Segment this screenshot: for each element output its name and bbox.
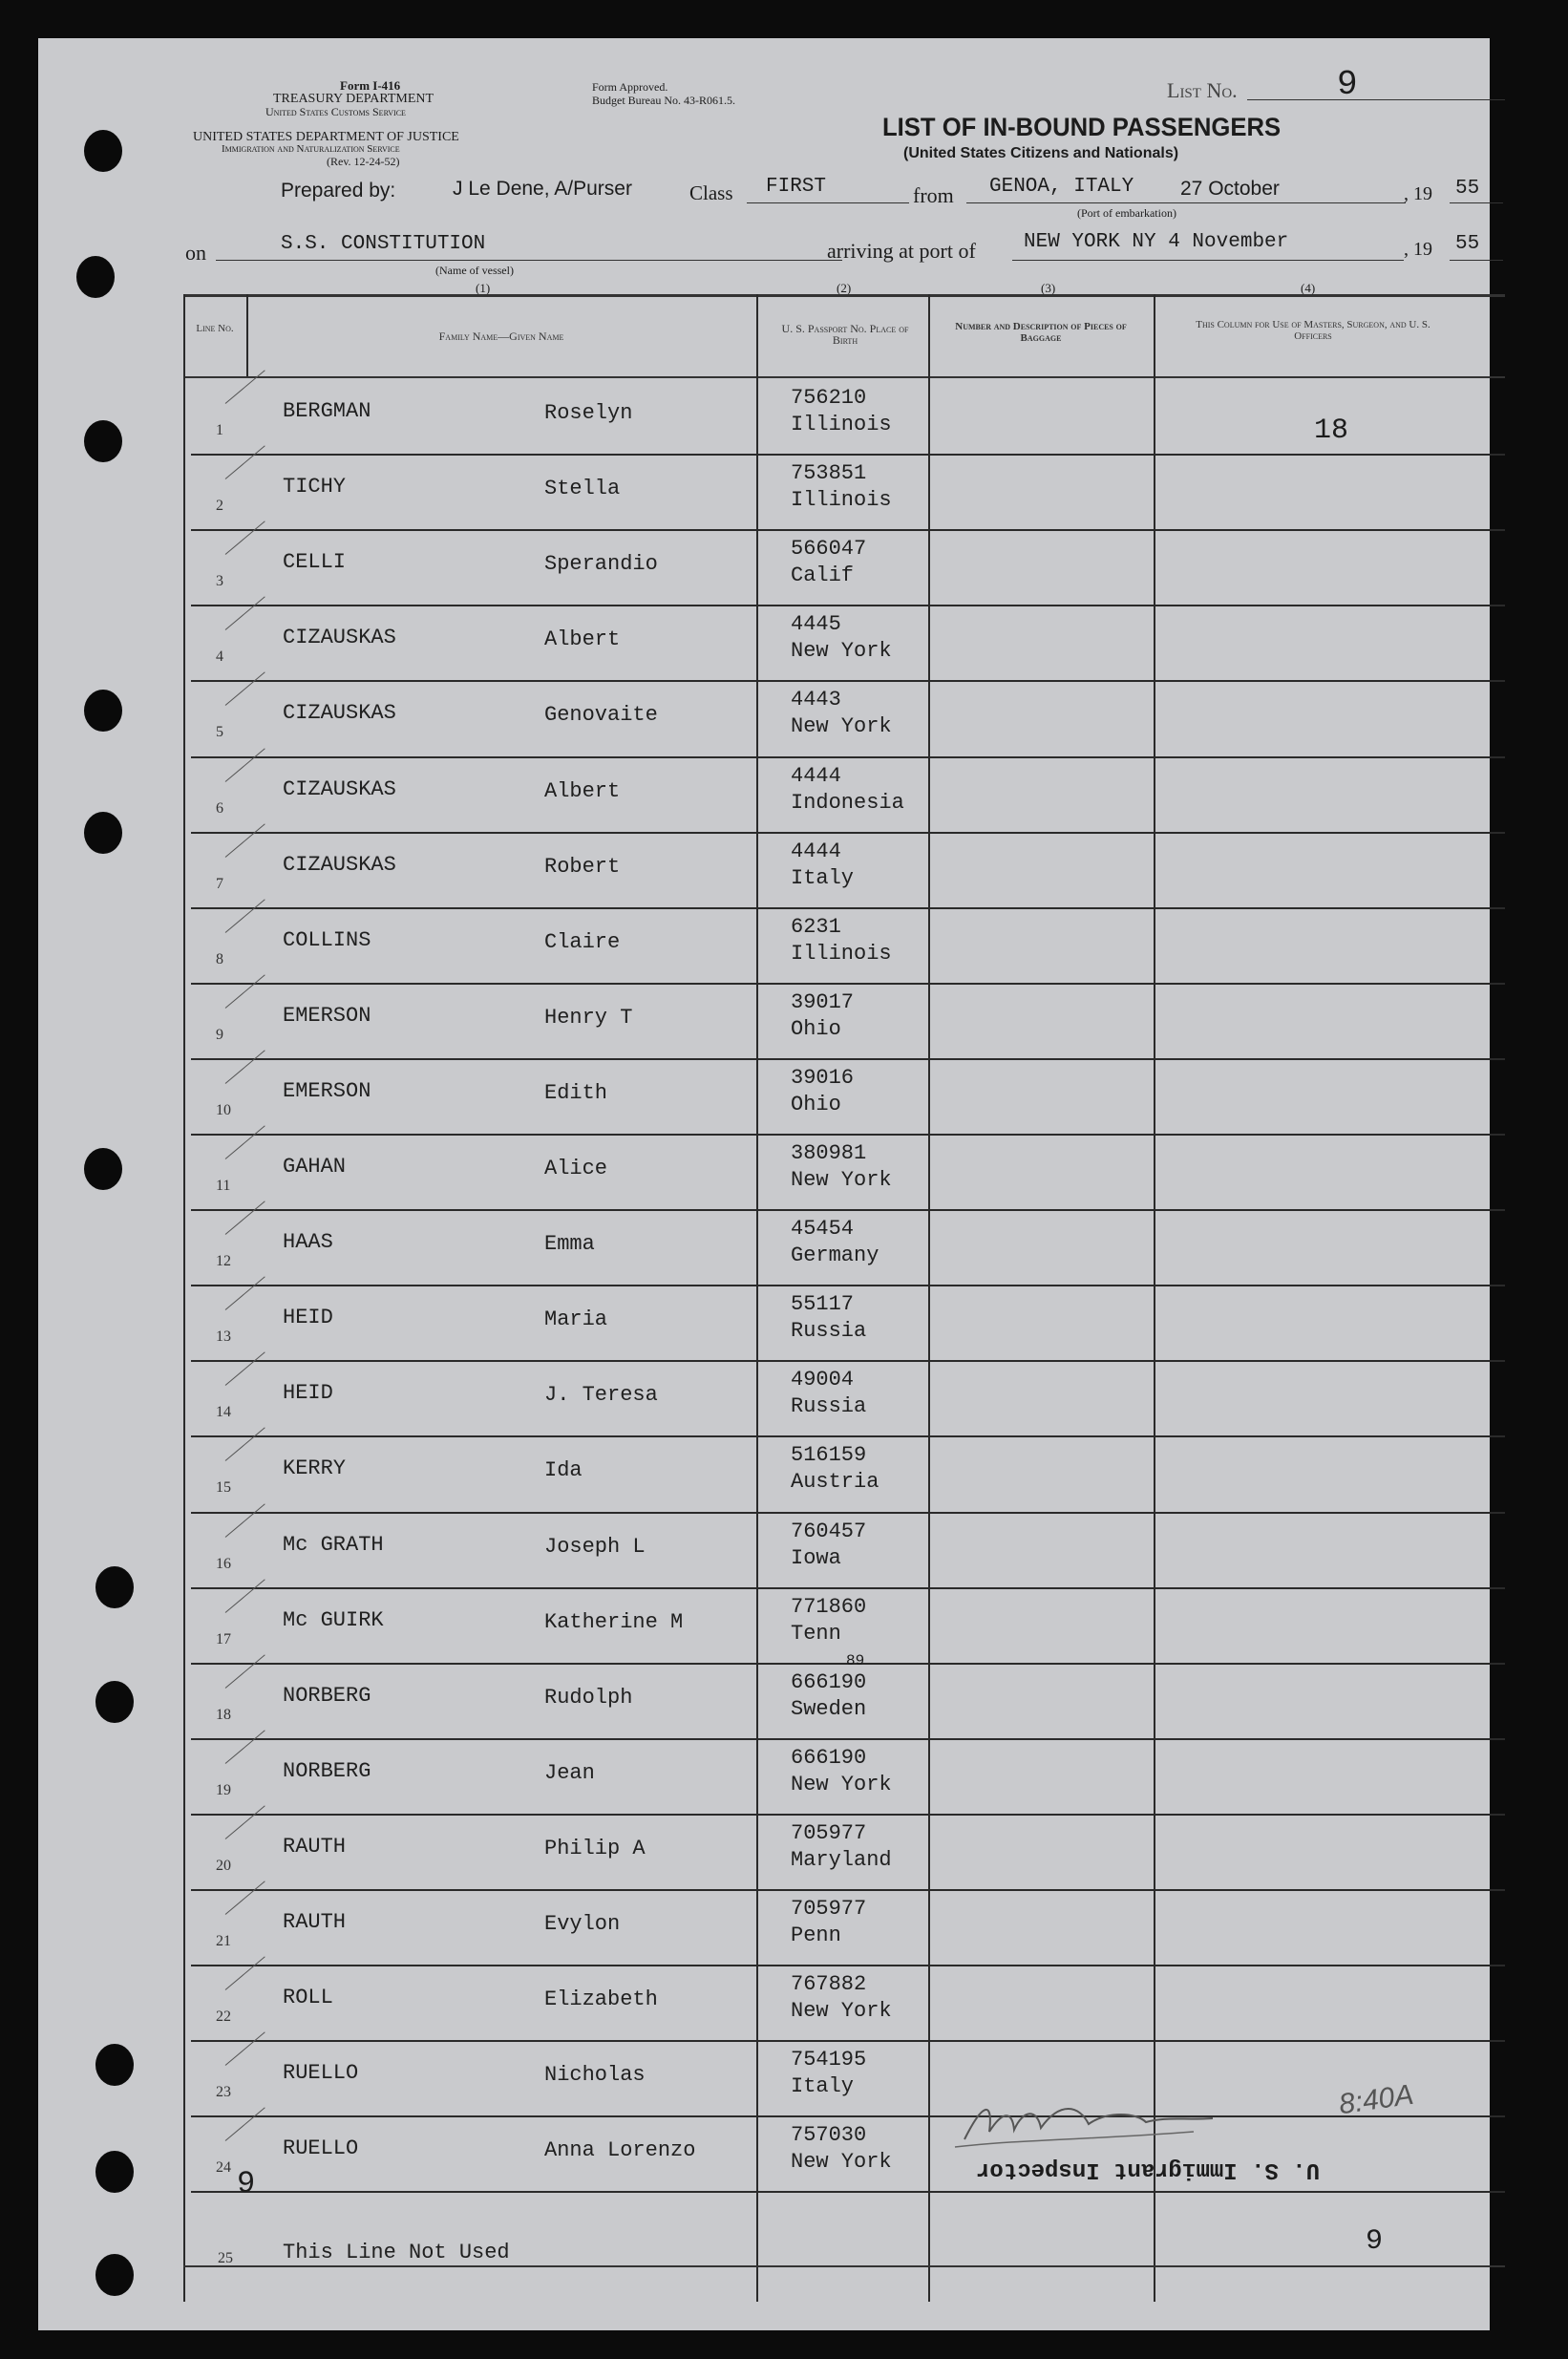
column-number: (4) [1301, 281, 1316, 295]
place-of-birth: New York [791, 1772, 892, 1796]
passport-number: 45454 [791, 1217, 855, 1242]
place-of-birth: Italy [791, 865, 855, 890]
passport-number: 49004 [791, 1368, 855, 1392]
arrival-value: NEW YORK NY 4 November [1024, 231, 1289, 253]
passport-number: 756210 [791, 386, 867, 410]
given-name: Ida [544, 1458, 583, 1483]
line-number: 17 [216, 1630, 231, 1647]
place-of-birth: Germany [791, 1243, 879, 1268]
officer-count: 18 [1314, 414, 1349, 447]
column-number: (3) [1041, 281, 1056, 295]
check-mark [225, 1579, 265, 1612]
form-approved: Form Approved. [592, 80, 668, 94]
line-number: 19 [216, 1781, 231, 1798]
place-of-birth: Ohio [791, 1016, 841, 1041]
from-value: GENOA, ITALY [989, 176, 1134, 198]
given-name: Albert [544, 627, 621, 652]
check-mark [225, 370, 265, 403]
family-name: COLLINS [283, 927, 371, 952]
given-name: Genovaite [544, 703, 658, 728]
line-number: 15 [216, 1479, 231, 1497]
family-name: KERRY [283, 1456, 347, 1481]
given-name: Katherine M [544, 1609, 684, 1634]
check-mark [225, 2032, 265, 2066]
line-number: 7 [216, 875, 223, 892]
form-revision: (Rev. 12-24-52) [327, 155, 400, 168]
place-of-birth: New York [791, 639, 892, 664]
row-divider [191, 2191, 1505, 2193]
check-mark [225, 1201, 265, 1235]
vessel-value: S.S. CONSTITUTION [281, 233, 486, 255]
arriving-label: arriving at port of [827, 239, 976, 263]
line-number: 4 [216, 648, 223, 666]
place-of-birth: Penn [791, 1923, 841, 1947]
row-divider [191, 983, 1505, 985]
row-divider [191, 832, 1505, 834]
check-mark [225, 974, 265, 1008]
on-label: on [185, 241, 206, 265]
line-number: 20 [216, 1857, 231, 1874]
unused-line-note: This Line Not Used [283, 2241, 510, 2264]
justice-department: UNITED STATES DEPARTMENT OF JUSTICE [193, 130, 459, 144]
family-name: NORBERG [283, 1683, 371, 1708]
check-mark [225, 1730, 265, 1763]
passport-number: 666190 [791, 1669, 867, 1694]
year-value-1: 55 [1455, 178, 1480, 200]
family-name: CIZAUSKAS [283, 701, 396, 726]
inspector-time: 8:40A [1337, 2078, 1416, 2121]
passport-number: 760457 [791, 1519, 867, 1543]
family-name: RUELLO [283, 2136, 359, 2161]
binder-hole [76, 256, 115, 298]
line-number: 23 [216, 2084, 231, 2101]
column-number: (2) [837, 281, 852, 295]
form-number: Form I-416 [340, 78, 401, 93]
row-divider [191, 1965, 1505, 1966]
row-divider [191, 1285, 1505, 1286]
given-name: Henry T [544, 1005, 633, 1030]
check-mark [225, 748, 265, 781]
family-name: GAHAN [283, 1155, 347, 1179]
check-mark [225, 1277, 265, 1310]
line-number: 8 [216, 950, 223, 967]
given-name: Maria [544, 1307, 608, 1332]
given-name: Stella [544, 477, 621, 501]
row-divider [191, 1360, 1505, 1362]
inspector-signature [945, 2082, 1232, 2158]
given-name: Anna Lorenzo [544, 2138, 696, 2163]
family-name: CIZAUSKAS [283, 626, 396, 650]
line-number: 25 [218, 2250, 233, 2266]
given-name: Albert [544, 778, 621, 803]
check-mark [225, 1352, 265, 1386]
check-mark [225, 1654, 265, 1688]
family-name: CELLI [283, 550, 347, 575]
place-of-birth: New York [791, 1999, 892, 2024]
given-name: Edith [544, 1080, 608, 1105]
binder-hole [95, 2254, 134, 2296]
family-name: ROLL [283, 1986, 333, 2010]
place-of-birth: New York [791, 2150, 892, 2175]
family-name: CIZAUSKAS [283, 852, 396, 877]
line-number: 12 [216, 1253, 231, 1270]
line-number: 16 [216, 1555, 231, 1572]
line24-mark: 9 [237, 2166, 256, 2201]
binder-hole [95, 2151, 134, 2193]
place-of-birth: New York [791, 1168, 892, 1192]
check-mark [225, 1805, 265, 1838]
family-name: CIZAUSKAS [283, 776, 396, 801]
passport-number: 39016 [791, 1065, 855, 1090]
check-mark [225, 597, 265, 630]
embark-date: 27 October [1180, 178, 1280, 200]
passport-number: 39017 [791, 989, 855, 1014]
line-number: 21 [216, 1933, 231, 1949]
row-divider [191, 605, 1505, 606]
given-name: Robert [544, 854, 621, 879]
from-label: from [913, 183, 954, 207]
line-number: 13 [216, 1328, 231, 1346]
family-name: HEID [283, 1381, 333, 1406]
given-name: Jean [544, 1760, 595, 1785]
check-mark [225, 899, 265, 932]
row-divider [191, 1889, 1505, 1891]
line-number: 2 [216, 498, 223, 515]
line-number: 24 [216, 2159, 231, 2177]
check-mark [225, 2108, 265, 2141]
row-divider [191, 1134, 1505, 1136]
inspector-stamp: U. S. Immigrant Inspector [976, 2157, 1321, 2182]
vessel-caption: (Name of vessel) [435, 264, 514, 277]
row-divider [191, 1814, 1505, 1816]
family-name: EMERSON [283, 1078, 371, 1103]
given-name: Alice [544, 1157, 608, 1180]
check-mark [225, 1503, 265, 1537]
given-name: Claire [544, 929, 621, 954]
line-number: 11 [216, 1178, 231, 1194]
bottom-mark: 9 [1366, 2225, 1384, 2258]
family-name: Mc GUIRK [283, 1607, 384, 1632]
line-number: 6 [216, 799, 223, 817]
manifest-page [38, 38, 1490, 2330]
binder-hole [84, 420, 122, 462]
place-of-birth: Illinois [791, 941, 892, 966]
class-value: FIRST [766, 176, 827, 198]
family-name: BERGMAN [283, 399, 371, 423]
place-of-birth: Maryland [791, 1847, 892, 1872]
passport-number: 4445 [791, 612, 841, 637]
binder-hole [84, 1148, 122, 1190]
check-mark [225, 1050, 265, 1083]
binder-hole [95, 2044, 134, 2086]
passport-number: 4444 [791, 839, 841, 863]
binder-hole [95, 1566, 134, 1608]
year-prefix-2: , 19 [1404, 239, 1432, 260]
passport-number: 516159 [791, 1443, 867, 1468]
passport-number: 771860 [791, 1594, 867, 1619]
place-of-birth: Indonesia [791, 790, 904, 815]
row-divider [191, 2115, 1505, 2117]
place-of-birth: Austria [791, 1470, 879, 1495]
treasury-department: TREASURY DEPARTMENT [273, 92, 434, 106]
row-divider [191, 2040, 1505, 2042]
given-name: Evylon [544, 1912, 621, 1936]
binder-hole [95, 1681, 134, 1723]
line-number: 5 [216, 724, 223, 741]
given-name: Sperandio [544, 552, 658, 577]
place-of-birth: Illinois [791, 413, 892, 436]
place-of-birth: Illinois [791, 488, 892, 513]
place-of-birth: Iowa [791, 1545, 841, 1570]
row-divider [191, 1058, 1505, 1060]
port-caption: (Port of embarkation) [1077, 206, 1176, 220]
year-prefix-1: , 19 [1404, 183, 1432, 204]
family-name: NORBERG [283, 1758, 371, 1783]
binder-hole [84, 812, 122, 854]
binder-hole [84, 690, 122, 732]
given-name: Philip A [544, 1836, 646, 1860]
line-number: 14 [216, 1404, 231, 1421]
prepared-value: J Le Dene, A/Purser [453, 178, 632, 200]
header-baggage: Number and Description of Pieces of Baggage [955, 321, 1127, 344]
family-name: TICHY [283, 475, 347, 499]
immigration-service: Immigration and Naturalization Service [222, 143, 400, 155]
passport-number: 666190 [791, 1745, 867, 1770]
row-divider [191, 454, 1505, 456]
line-number: 22 [216, 2008, 231, 2026]
passport-number: 767882 [791, 1972, 867, 1997]
header-officers: This Column for Use of Masters, Surgeon, and U. S. Officers [1196, 319, 1430, 342]
check-mark [225, 521, 265, 555]
family-name: RAUTH [283, 1834, 347, 1859]
customs-service: United States Customs Service [265, 105, 406, 118]
place-of-birth: New York [791, 714, 892, 739]
row-divider [191, 1209, 1505, 1211]
list-no-value: 9 [1337, 65, 1358, 104]
place-of-birth: Russia [791, 1319, 867, 1344]
passport-number: 6231 [791, 914, 841, 939]
given-name: Rudolph [544, 1685, 633, 1710]
given-name: Joseph L [544, 1534, 646, 1559]
check-mark [225, 823, 265, 857]
place-of-birth: Ohio [791, 1092, 841, 1116]
year-value-2: 55 [1455, 233, 1480, 255]
given-name: Roselyn [544, 401, 633, 425]
header-name: Family Name—Given Name [438, 329, 564, 343]
row-divider [191, 1587, 1505, 1589]
check-mark [225, 1428, 265, 1461]
passport-number: 753851 [791, 461, 867, 486]
row-divider [191, 1435, 1505, 1437]
column-number: (1) [476, 281, 491, 295]
binder-hole [84, 130, 122, 172]
given-name: Nicholas [544, 2063, 646, 2088]
line-number: 1 [216, 422, 223, 438]
family-name: Mc GRATH [283, 1532, 384, 1557]
family-name: RAUTH [283, 1910, 347, 1934]
passport-number: 705977 [791, 1820, 867, 1845]
form-title: LIST OF IN-BOUND PASSENGERS [882, 113, 1282, 141]
given-name: Emma [544, 1232, 595, 1257]
check-mark [225, 1957, 265, 1990]
given-name: Elizabeth [544, 1987, 658, 2012]
class-label: Class [689, 181, 733, 204]
line-number: 3 [216, 573, 223, 590]
budget-bureau: Budget Bureau No. 43-R061.5. [592, 94, 735, 107]
passport-number: 4444 [791, 763, 841, 788]
passport-number: 566047 [791, 537, 867, 562]
prepared-label: Prepared by: [281, 180, 396, 202]
passport-number: 757030 [791, 2123, 867, 2148]
family-name: RUELLO [283, 2061, 359, 2086]
place-of-birth: Italy [791, 2074, 855, 2099]
passport-number: 380981 [791, 1141, 867, 1165]
passport-correction: 89 [846, 1652, 865, 1669]
list-no-label: List No. [1167, 78, 1238, 102]
line-number: 10 [216, 1101, 231, 1118]
line-number: 9 [216, 1026, 223, 1043]
family-name: EMERSON [283, 1003, 371, 1028]
check-mark [225, 672, 265, 706]
row-divider [191, 1512, 1505, 1514]
place-of-birth: Calif [791, 563, 855, 588]
passport-number: 705977 [791, 1897, 867, 1921]
row-divider [191, 756, 1505, 758]
passport-number: 55117 [791, 1292, 855, 1317]
row-divider [191, 1738, 1505, 1740]
header-passport: U. S. Passport No. Place of Birth [781, 322, 909, 347]
row-divider [191, 529, 1505, 531]
check-mark [225, 1881, 265, 1914]
row-divider [191, 680, 1505, 682]
place-of-birth: Sweden [791, 1696, 867, 1721]
check-mark [225, 446, 265, 479]
row-divider [191, 907, 1505, 909]
family-name: HAAS [283, 1230, 333, 1255]
place-of-birth: Russia [791, 1394, 867, 1419]
place-of-birth: Tenn [791, 1621, 841, 1646]
passport-number: 4443 [791, 688, 841, 712]
header-line-no: Line No. [196, 323, 234, 334]
given-name: J. Teresa [544, 1383, 658, 1408]
line-number: 18 [216, 1706, 231, 1723]
family-name: HEID [283, 1306, 333, 1330]
check-mark [225, 1125, 265, 1158]
passport-number: 754195 [791, 2048, 867, 2072]
form-subtitle: (United States Citizens and Nationals) [903, 145, 1179, 161]
